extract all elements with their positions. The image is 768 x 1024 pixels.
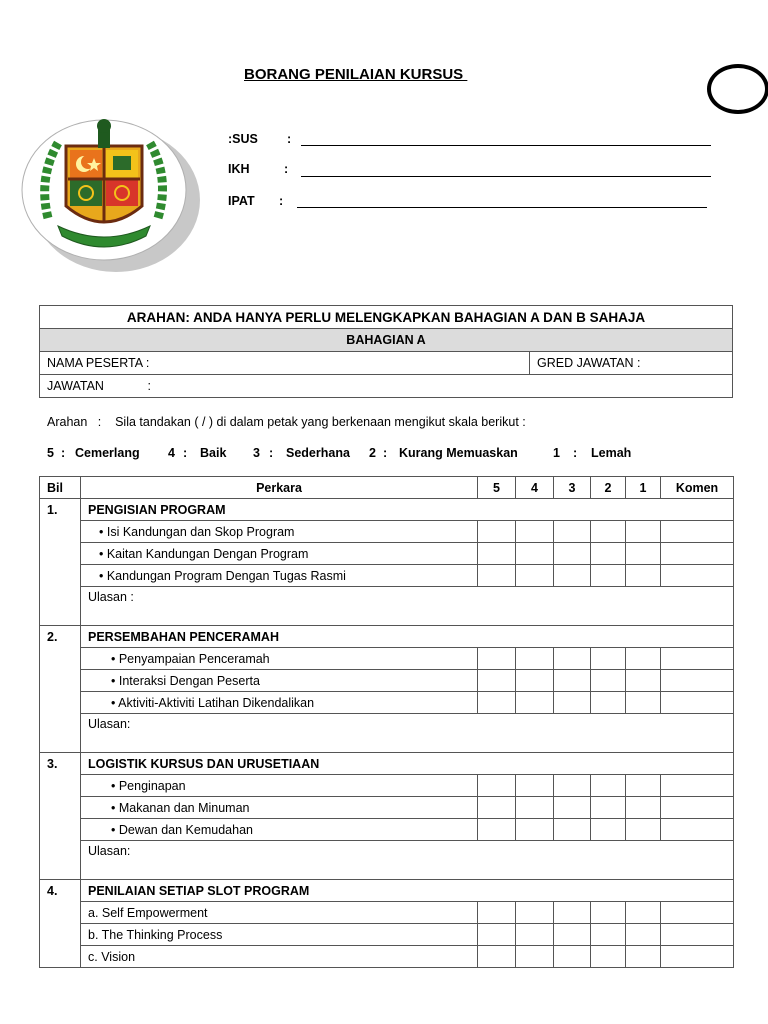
ulasan-label: Ulasan:: [88, 844, 131, 858]
gred-jawatan-label: GRED JAWATAN :: [537, 356, 641, 370]
rating-cell[interactable]: [554, 521, 591, 543]
komen-cell[interactable]: [661, 924, 734, 946]
section-1-ulasan[interactable]: [81, 587, 734, 626]
rating-cell[interactable]: [591, 775, 626, 797]
header-score-2: 2: [591, 477, 626, 499]
rating-cell[interactable]: [516, 670, 554, 692]
rating-cell[interactable]: [554, 946, 591, 968]
komen-cell[interactable]: [661, 521, 734, 543]
rating-cell[interactable]: [554, 902, 591, 924]
form-title: BORANG PENILAIAN KURSUS: [244, 66, 468, 83]
rating-cell[interactable]: [516, 692, 554, 714]
section-2-ulasan[interactable]: [81, 714, 734, 753]
field-colon-tarikh: :: [284, 162, 289, 176]
scale-4-colon: :: [183, 446, 188, 460]
rating-cell[interactable]: [478, 946, 516, 968]
section-4-number: 4.: [40, 880, 81, 968]
arahan-table: [39, 305, 733, 398]
rating-cell[interactable]: [478, 797, 516, 819]
rating-cell[interactable]: [478, 670, 516, 692]
rating-cell[interactable]: [478, 924, 516, 946]
rating-cell[interactable]: [591, 692, 626, 714]
rating-cell[interactable]: [478, 648, 516, 670]
jawatan-label: JAWATAN: [47, 379, 104, 393]
header-score-1: 1: [626, 477, 661, 499]
rating-cell[interactable]: [626, 648, 661, 670]
scale-5-label: Cemerlang: [75, 446, 140, 460]
scale-4-num: 4: [168, 446, 175, 460]
komen-cell[interactable]: [661, 543, 734, 565]
section-2-item-2: • Interaksi Dengan Peserta: [81, 670, 478, 692]
header-perkara: Perkara: [81, 477, 478, 499]
scale-3-label: Sederhana: [286, 446, 350, 460]
komen-cell[interactable]: [661, 775, 734, 797]
rating-cell[interactable]: [591, 648, 626, 670]
rating-cell[interactable]: [516, 819, 554, 841]
section-4-title: PENILAIAN SETIAP SLOT PROGRAM: [81, 880, 734, 902]
rating-cell[interactable]: [591, 946, 626, 968]
rating-cell[interactable]: [478, 902, 516, 924]
rating-cell[interactable]: [591, 902, 626, 924]
rating-cell[interactable]: [591, 543, 626, 565]
field-label-kursus: :SUS: [228, 132, 258, 146]
rating-cell[interactable]: [478, 775, 516, 797]
rating-cell[interactable]: [516, 797, 554, 819]
rating-cell[interactable]: [626, 543, 661, 565]
header-komen: Komen: [661, 477, 734, 499]
rating-cell[interactable]: [478, 819, 516, 841]
rating-cell[interactable]: [516, 521, 554, 543]
komen-cell[interactable]: [661, 670, 734, 692]
header-bil: Bil: [40, 477, 81, 499]
rating-cell[interactable]: [478, 543, 516, 565]
section-3-item-1: • Penginapan: [81, 775, 478, 797]
komen-cell[interactable]: [661, 797, 734, 819]
rating-cell[interactable]: [516, 648, 554, 670]
rating-cell[interactable]: [591, 819, 626, 841]
rating-cell[interactable]: [591, 670, 626, 692]
jawatan-colon: :: [147, 379, 151, 393]
field-label-tempat: IPAT: [228, 194, 255, 208]
rating-cell[interactable]: [626, 946, 661, 968]
scale-3-colon: :: [269, 446, 274, 460]
oval-mark: [707, 64, 768, 114]
rating-cell[interactable]: [554, 797, 591, 819]
scale-4-label: Baik: [200, 446, 227, 460]
jawatan-field[interactable]: [40, 375, 733, 398]
komen-cell[interactable]: [661, 819, 734, 841]
section-3-number: 3.: [40, 753, 81, 880]
arahan-heading: ARAHAN: ANDA HANYA PERLU MELENGKAPKAN BAHAGIAN A DAN B SAHAJA: [40, 306, 733, 329]
komen-cell[interactable]: [661, 902, 734, 924]
section-1-item-2: • Kaitan Kandungan Dengan Program: [81, 543, 478, 565]
section-2-title: PERSEMBAHAN PENCERAMAH: [81, 626, 734, 648]
tempat-input-line[interactable]: [297, 207, 707, 208]
nama-peserta-label: NAMA PESERTA :: [47, 356, 150, 370]
rating-cell[interactable]: [554, 775, 591, 797]
section-4-item-2: b. The Thinking Process: [81, 924, 478, 946]
rating-cell[interactable]: [626, 521, 661, 543]
scale-2-colon: :: [383, 446, 388, 460]
evaluation-table: [39, 476, 734, 968]
scale-5-num: 5: [47, 446, 54, 460]
gred-jawatan-field[interactable]: [530, 352, 733, 375]
field-colon-kursus: :: [287, 132, 292, 146]
scale-1-colon: :: [573, 446, 578, 460]
ulasan-label: Ulasan:: [88, 717, 131, 731]
scale-2-num: 2: [369, 446, 376, 460]
section-1-item-3: • Kandungan Program Dengan Tugas Rasmi: [81, 565, 478, 587]
rating-cell[interactable]: [478, 565, 516, 587]
rating-cell[interactable]: [478, 521, 516, 543]
komen-cell[interactable]: [661, 946, 734, 968]
rating-cell[interactable]: [554, 648, 591, 670]
rating-cell[interactable]: [626, 902, 661, 924]
rating-cell[interactable]: [516, 565, 554, 587]
section-2-number: 2.: [40, 626, 81, 753]
tarikh-input-line[interactable]: [301, 176, 711, 177]
rating-cell[interactable]: [516, 902, 554, 924]
section-2-item-3: • Aktiviti-Aktiviti Latihan Dikendalikan: [81, 692, 478, 714]
rating-cell[interactable]: [591, 797, 626, 819]
rating-cell[interactable]: [478, 692, 516, 714]
rating-cell[interactable]: [626, 692, 661, 714]
rating-cell[interactable]: [516, 543, 554, 565]
section-4-item-1: a. Self Empowerment: [81, 902, 478, 924]
section-1-title: PENGISIAN PROGRAM: [81, 499, 734, 521]
rating-cell[interactable]: [626, 775, 661, 797]
instruction-text: Arahan : Sila tandakan ( / ) di dalam petak yang berkenaan mengikut skala berikut :: [47, 415, 526, 429]
komen-cell[interactable]: [661, 648, 734, 670]
rating-cell[interactable]: [516, 946, 554, 968]
section-3-title: LOGISTIK KURSUS DAN URUSETIAAN: [81, 753, 734, 775]
rating-cell[interactable]: [554, 670, 591, 692]
section-3-ulasan[interactable]: [81, 841, 734, 880]
komen-cell[interactable]: [661, 565, 734, 587]
section-1-item-1: • Isi Kandungan dan Skop Program: [81, 521, 478, 543]
rating-cell[interactable]: [554, 543, 591, 565]
rating-cell[interactable]: [516, 775, 554, 797]
rating-cell[interactable]: [626, 670, 661, 692]
rating-cell[interactable]: [591, 924, 626, 946]
scale-2-label: Kurang Memuaskan: [399, 446, 518, 460]
scale-5-colon: :: [61, 446, 66, 460]
rating-cell[interactable]: [626, 924, 661, 946]
rating-cell[interactable]: [554, 565, 591, 587]
field-colon-tempat: :: [279, 194, 284, 208]
komen-cell[interactable]: [661, 692, 734, 714]
header-score-3: 3: [554, 477, 591, 499]
header-score-4: 4: [516, 477, 554, 499]
section-a-heading: BAHAGIAN A: [40, 329, 733, 352]
rating-cell[interactable]: [554, 819, 591, 841]
rating-cell[interactable]: [626, 819, 661, 841]
section-3-item-3: • Dewan dan Kemudahan: [81, 819, 478, 841]
institution-logo: [18, 108, 204, 278]
scale-1-label: Lemah: [591, 446, 632, 460]
section-2-item-1: • Penyampaian Penceramah: [81, 648, 478, 670]
rating-cell[interactable]: [554, 692, 591, 714]
scale-1-num: 1: [553, 446, 560, 460]
rating-cell[interactable]: [591, 565, 626, 587]
rating-cell[interactable]: [626, 797, 661, 819]
rating-cell[interactable]: [591, 521, 626, 543]
scale-3-num: 3: [253, 446, 260, 460]
kursus-input-line[interactable]: [301, 145, 711, 146]
section-3-item-2: • Makanan dan Minuman: [81, 797, 478, 819]
nama-peserta-field[interactable]: [40, 352, 530, 375]
rating-cell[interactable]: [516, 924, 554, 946]
rating-cell[interactable]: [626, 565, 661, 587]
section-1-number: 1.: [40, 499, 81, 626]
ulasan-label: Ulasan :: [88, 590, 134, 604]
field-label-tarikh: IKH: [228, 162, 250, 176]
header-score-5: 5: [478, 477, 516, 499]
rating-cell[interactable]: [554, 924, 591, 946]
section-4-item-3: c. Vision: [81, 946, 478, 968]
